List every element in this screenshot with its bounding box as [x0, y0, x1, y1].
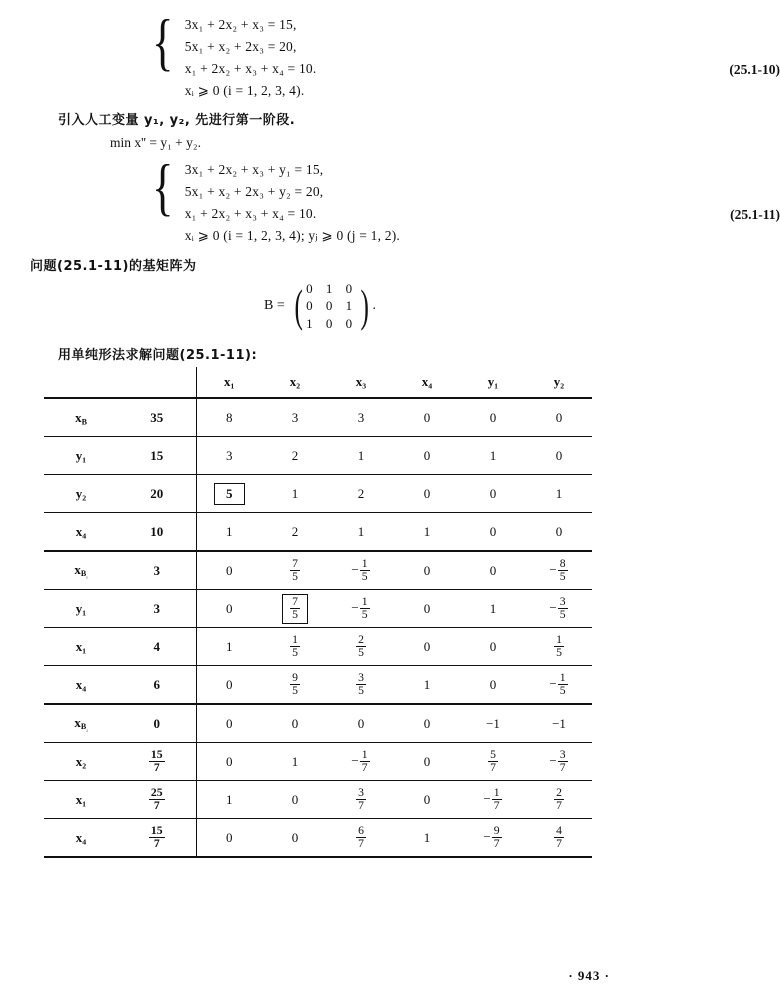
column-header: x₁ [224, 374, 235, 390]
table-cell: 0 [526, 398, 592, 437]
table-cell: $\frac{3}{7}$ [328, 781, 394, 819]
table-cell: −1 [526, 704, 592, 743]
table-row [44, 513, 592, 552]
row-label: x₁ [44, 628, 118, 666]
table-cell: 1 [328, 437, 394, 475]
table-cell: 1 [394, 666, 460, 705]
table-cell: 0 [460, 551, 526, 590]
brace-glyph: { [152, 6, 174, 77]
right-paren-glyph: ) [360, 280, 369, 332]
table-cell: 0 [196, 590, 262, 628]
table-cell: − $\frac{1}{5}$ [526, 666, 592, 705]
pivot-box: 5 [214, 483, 245, 505]
table-cell: 1 [196, 781, 262, 819]
row-value: 20 [118, 475, 196, 513]
table-cell: 0 [526, 437, 592, 475]
table-cell: 0 [262, 819, 328, 857]
row-label: y₁ [44, 590, 118, 628]
table-cell: 0 [394, 590, 460, 628]
table-row [44, 666, 592, 705]
simplex-table [44, 367, 592, 856]
header-blank [118, 367, 196, 398]
column-header: x₂ [289, 374, 301, 390]
row-value: 6 [118, 666, 196, 705]
row-value: 4 [118, 628, 196, 666]
column-header: y₁ [487, 374, 499, 390]
table-cell: 0 [196, 551, 262, 590]
matrix-period: . [372, 298, 376, 314]
equation-line: 3x₁ + 2x₂ + x₃ = 15, [184, 17, 297, 32]
row-value: 0 [118, 704, 196, 743]
document-page [0, 6, 780, 1002]
table-cell: 0 [526, 513, 592, 552]
table-cell: $\frac{1}{5}$ [262, 628, 328, 666]
table-cell: 0 [394, 475, 460, 513]
table-cell: 1 [196, 628, 262, 666]
equation-line: xᵢ ⩾ 0 (i = 1, 2, 3, 4); yⱼ ⩾ 0 (j = 1, 2). [184, 227, 400, 243]
row-label: x₂ [44, 743, 118, 781]
equation-system-25-1-10 [152, 6, 780, 101]
equation-tag: (25.1-10) [729, 62, 780, 77]
table-cell: 8 [196, 398, 262, 437]
table-cell: $\frac{4}{7}$ [526, 819, 592, 857]
table-cell: $\frac{3}{5}$ [328, 666, 394, 705]
simplex-table-body [44, 367, 592, 856]
table-cell: 0 [328, 704, 394, 743]
brace-glyph: { [152, 151, 174, 223]
table-header-row [44, 367, 592, 398]
table-cell: 3 [262, 398, 328, 437]
table-cell: 0 [394, 551, 460, 590]
table-cell: $\frac{1}{5}$ [526, 628, 592, 666]
column-header: y₂ [553, 374, 565, 390]
table-cell: − $\frac{1}{5}$ [328, 551, 394, 590]
table-cell: 0 [394, 743, 460, 781]
column-header: x₄ [421, 374, 433, 390]
table-cell: 2 [262, 437, 328, 475]
table-cell: 1 [460, 590, 526, 628]
table-cell: $\frac{2}{5}$ [328, 628, 394, 666]
row-value: $\frac{25}{7}$ [118, 781, 196, 819]
equation-tag: (25.1-11) [730, 207, 780, 223]
table-cell: 0 [196, 819, 262, 857]
table-cell: 0 [262, 704, 328, 743]
table-cell [196, 475, 262, 513]
solve-caption: 用单纯形法求解问题(25.1-11): [58, 348, 258, 364]
table-cell [262, 590, 328, 628]
table-cell: 1 [262, 475, 328, 513]
table-row [44, 437, 592, 475]
table-cell: − $\frac{3}{7}$ [526, 743, 592, 781]
equation-line: 5x₁ + x₂ + 2x₃ + y₂ = 20, [184, 184, 324, 200]
table-cell: 0 [394, 628, 460, 666]
table-cell: $\frac{7}{5}$ [262, 551, 328, 590]
table-cell: 0 [460, 475, 526, 513]
table-cell: $\frac{2}{7}$ [526, 781, 592, 819]
table-cell: 0 [394, 781, 460, 819]
table-row [44, 743, 592, 781]
table-cell: 1 [526, 475, 592, 513]
row-value: 10 [118, 513, 196, 552]
basis-matrix-caption: 问题(25.1-11)的基矩阵为 [30, 258, 197, 274]
table-row [44, 819, 592, 857]
table-row [44, 628, 592, 666]
table-cell: 1 [262, 743, 328, 781]
column-header: x₃ [355, 374, 367, 390]
table-cell: 1 [394, 513, 460, 552]
row-value: 15 [118, 437, 196, 475]
equation-system-25-1-11 [152, 151, 780, 246]
left-paren-glyph: ( [294, 280, 303, 332]
table-cell: 0 [460, 513, 526, 552]
table-cell: − $\frac{1}{5}$ [328, 590, 394, 628]
row-label: x₁ [44, 781, 118, 819]
row-label: $x_{B_{_1}}$ [44, 551, 118, 590]
table-cell: −1 [460, 704, 526, 743]
basis-matrix [0, 280, 640, 333]
table-cell: 0 [460, 398, 526, 437]
row-value: 3 [118, 551, 196, 590]
header-blank [44, 367, 118, 398]
equation-line: 3x₁ + 2x₂ + x₃ + y₁ = 15, [184, 162, 324, 178]
table-cell: − $\frac{1}{7}$ [460, 781, 526, 819]
row-label: y₂ [44, 475, 118, 513]
table-row [44, 781, 592, 819]
matrix-row: 0 1 0 [306, 280, 358, 296]
row-label: x₄ [44, 819, 118, 857]
intro-text: 引入人工变量 y₁, y₂, 先进行第一阶段. [58, 113, 296, 129]
table-cell: 2 [328, 475, 394, 513]
row-label: $x_B$ [44, 398, 118, 437]
matrix-label: B = [264, 298, 285, 314]
equation-line: x₁ + 2x₂ + x₃ + x₄ = 10. [184, 206, 317, 222]
table-cell: 0 [394, 398, 460, 437]
equation-line: xᵢ ⩾ 0 (i = 1, 2, 3, 4). [184, 82, 305, 98]
table-cell: 1 [460, 437, 526, 475]
table-row [44, 704, 592, 743]
table-cell: 0 [262, 781, 328, 819]
table-cell: 3 [196, 437, 262, 475]
table-cell: 1 [328, 513, 394, 552]
table-row [44, 590, 592, 628]
row-value: $\frac{15}{7}$ [118, 743, 196, 781]
table-bottom-rule [44, 856, 592, 858]
table-cell: 0 [460, 666, 526, 705]
table-cell: 0 [196, 666, 262, 705]
page-number: · 943 · [568, 968, 610, 983]
table-row [44, 398, 592, 437]
table-cell: − $\frac{1}{7}$ [328, 743, 394, 781]
table-cell: 1 [196, 513, 262, 552]
matrix-row: 1 0 0 [306, 315, 358, 331]
row-value: $\frac{15}{7}$ [118, 819, 196, 857]
table-cell: $\frac{6}{7}$ [328, 819, 394, 857]
table-row [44, 551, 592, 590]
table-cell: 3 [328, 398, 394, 437]
table-row [44, 475, 592, 513]
table-cell: 0 [196, 704, 262, 743]
row-label: x₄ [44, 513, 118, 552]
table-cell: − $\frac{9}{7}$ [460, 819, 526, 857]
equation-line: 5x₁ + x₂ + 2x₃ = 20, [184, 38, 297, 54]
matrix-row: 0 0 1 [306, 298, 358, 314]
pivot-box: $\frac{7}{5}$ [282, 594, 308, 624]
table-cell: 0 [394, 704, 460, 743]
equation-line: x₁ + 2x₂ + x₃ + x₄ = 10. [184, 60, 317, 76]
row-label: $x_{B_{_2}}$ [44, 704, 118, 743]
table-cell: 2 [262, 513, 328, 552]
min-objective-line: min x'' = y₁ + y₂. [110, 135, 202, 151]
table-cell: $\frac{9}{5}$ [262, 666, 328, 705]
row-value: 3 [118, 590, 196, 628]
row-value: 35 [118, 398, 196, 437]
table-cell: 0 [196, 743, 262, 781]
table-cell: − $\frac{8}{5}$ [526, 551, 592, 590]
table-cell: 1 [394, 819, 460, 857]
row-label: y₁ [44, 437, 118, 475]
table-cell: $\frac{5}{7}$ [460, 743, 526, 781]
table-cell: 0 [460, 628, 526, 666]
table-cell: 0 [394, 437, 460, 475]
row-label: x₄ [44, 666, 118, 705]
table-cell: − $\frac{3}{5}$ [526, 590, 592, 628]
